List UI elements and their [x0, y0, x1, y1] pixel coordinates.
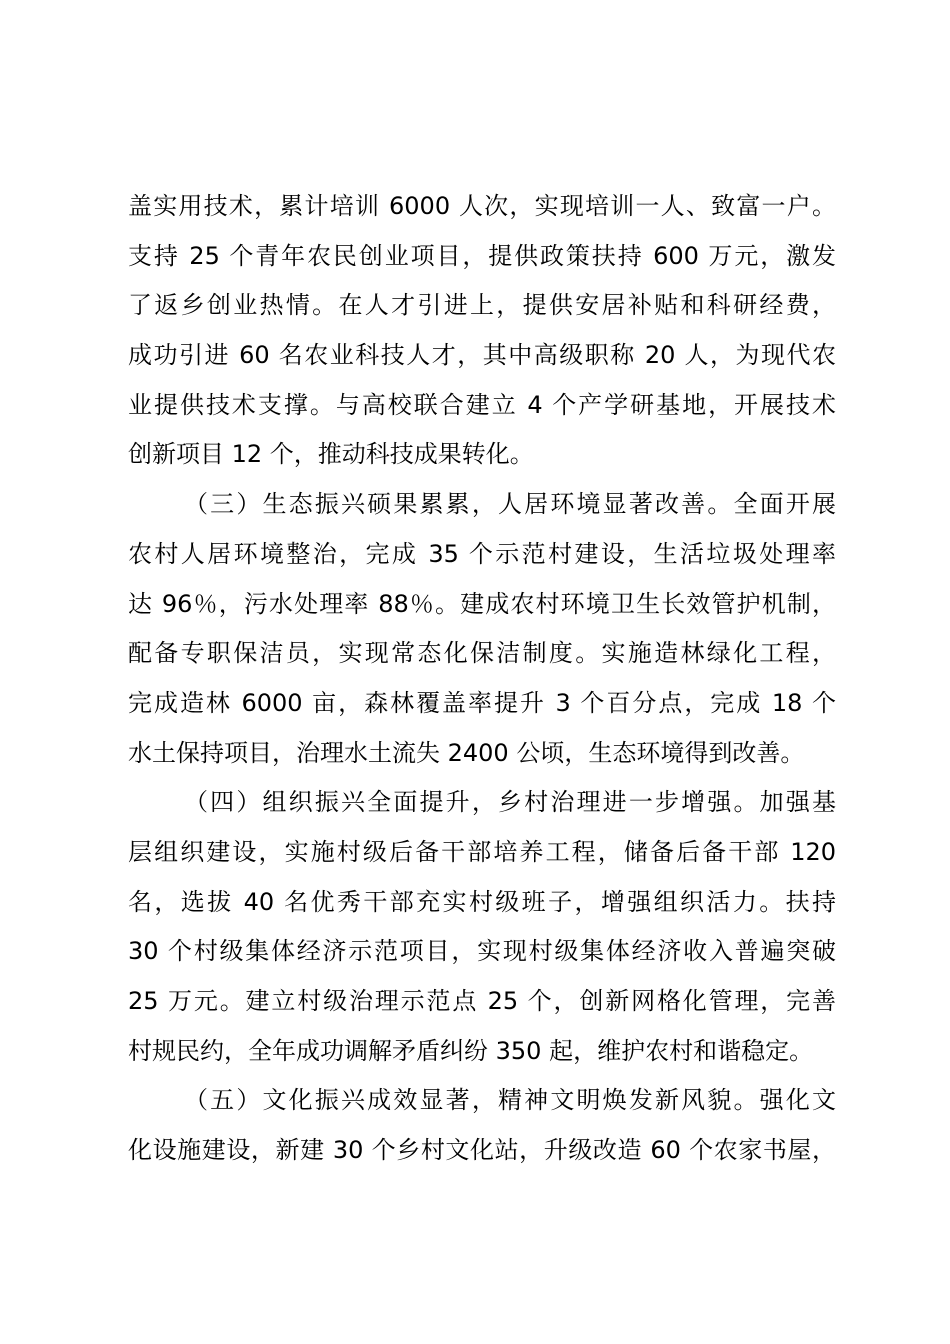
text-line: 支持 25 个青年农民创业项目，提供政策扶持 600 万元，激发 — [128, 241, 836, 270]
text-line: 完成造林 6000 亩，森林覆盖率提升 3 个百分点，完成 18 个 — [128, 688, 836, 717]
text-line: 化设施建设，新建 30 个乡村文化站，升级改造 60 个农家书屋， — [128, 1136, 836, 1165]
section-heading-line: （三）生态振兴硕果累累，人居环境显著改善。全面开展 — [184, 490, 836, 519]
text-line: 达 96％，污水处理率 88％。建成农村环境卫生长效管护机制， — [128, 589, 836, 618]
text-line: 成功引进 60 名农业科技人才，其中高级职称 20 人，为现代农 — [128, 341, 836, 370]
text-line: 25 万元。建立村级治理示范点 25 个，创新网格化管理，完善 — [128, 987, 836, 1015]
text-line: 30 个村级集体经济示范项目，实现村级集体经济收入普遍突破 — [128, 937, 836, 966]
text-line: 业提供技术支撑。与高校联合建立 4 个产学研基地，开展技术 — [128, 390, 836, 419]
text-line: 水土保持项目，治理水土流失 2400 公顷，生态环境得到改善。 — [128, 738, 805, 767]
text-line: 农村人居环境整治，完成 35 个示范村建设，生活垃圾处理率 — [128, 539, 836, 568]
text-line: 名，选拔 40 名优秀干部充实村级班子，增强组织活力。扶持 — [128, 887, 836, 916]
text-line: 创新项目 12 个，推动科技成果转化。 — [128, 440, 534, 469]
body-text — [128, 182, 836, 1176]
section-heading-line: （四）组织振兴全面提升，乡村治理进一步增强。加强基 — [184, 788, 836, 817]
text-line: 盖实用技术，累计培训 6000 人次，实现培训一人、致富一户。 — [128, 192, 836, 220]
text-line: 层组织建设，实施村级后备干部培养工程，储备后备干部 120 — [128, 837, 836, 866]
text-line: 了返乡创业热情。在人才引进上，提供安居补贴和科研经费， — [128, 291, 836, 320]
text-line: 村规民约，全年成功调解矛盾纠纷 350 起，维护农村和谐稳定。 — [128, 1036, 814, 1065]
text-line: 配备专职保洁员，实现常态化保洁制度。实施造林绿化工程， — [128, 639, 836, 668]
section-heading-line: （五）文化振兴成效显著，精神文明焕发新风貌。强化文 — [184, 1086, 836, 1115]
